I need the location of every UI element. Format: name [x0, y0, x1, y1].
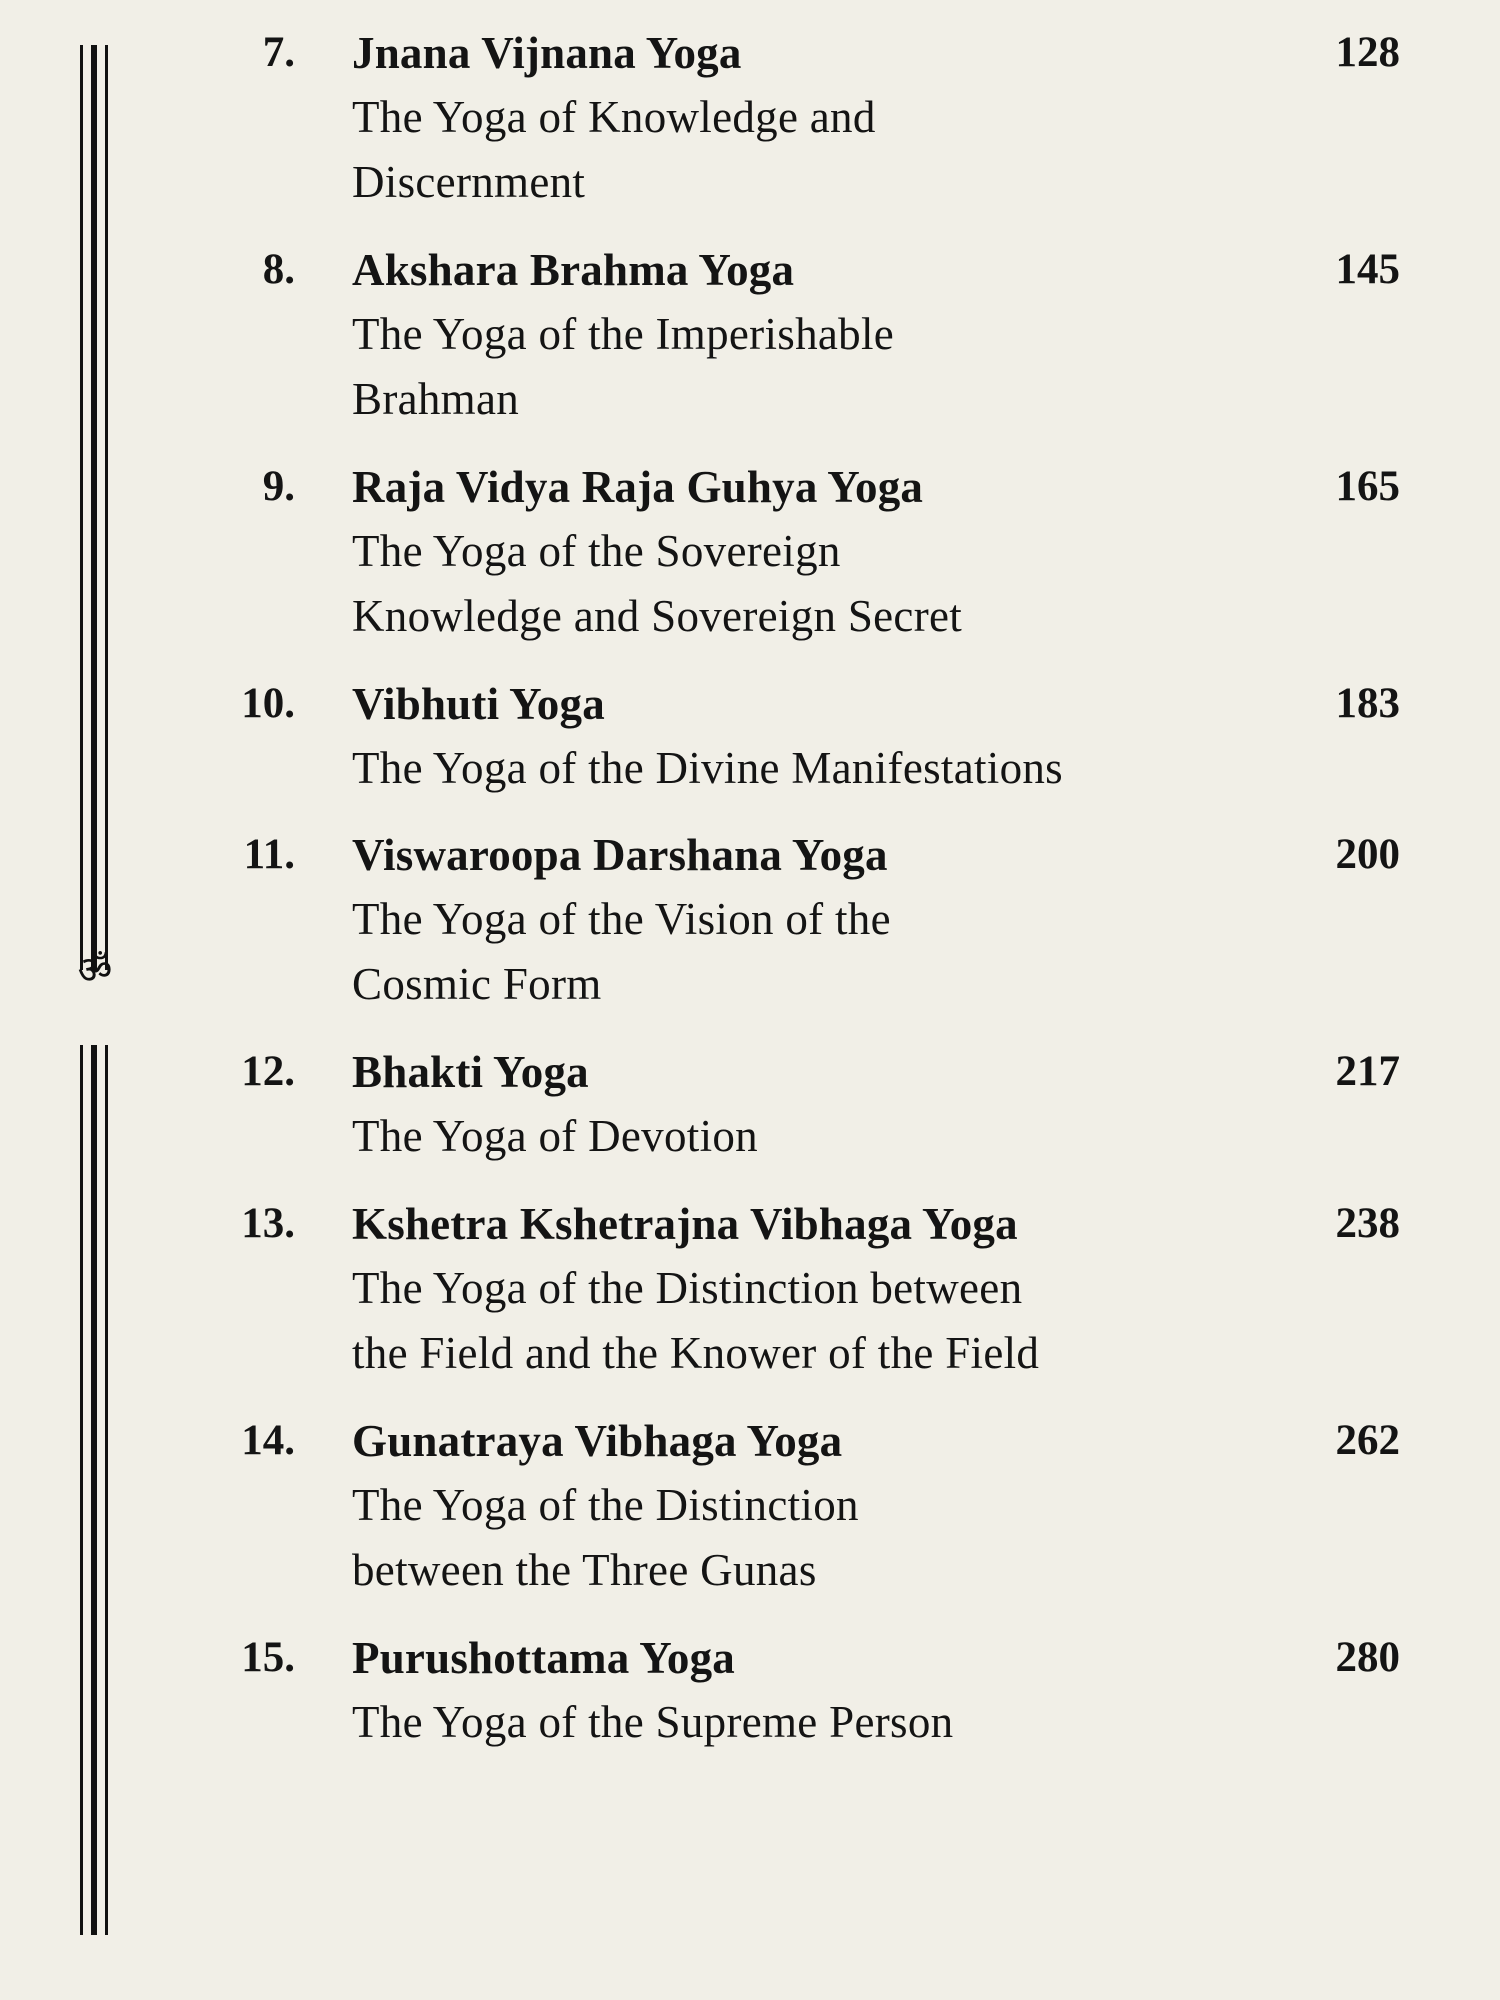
- chapter-description: [352, 887, 1362, 1017]
- page-number: 217: [1335, 1048, 1400, 1095]
- page-number: 200: [1335, 831, 1400, 878]
- description-line: between the Three Gunas: [352, 1545, 817, 1595]
- rule-top-segment: [75, 45, 115, 970]
- chapter-description: [352, 519, 1362, 649]
- page-number: 280: [1335, 1634, 1400, 1681]
- chapter-title: Bhakti Yoga: [352, 1047, 589, 1097]
- page-number: 262: [1335, 1417, 1400, 1464]
- description-line: The Yoga of the Supreme Person: [352, 1697, 954, 1747]
- chapter-title: Kshetra Kshetrajna Vibhaga Yoga: [352, 1199, 1018, 1249]
- description-line: Cosmic Form: [352, 959, 602, 1009]
- description-line: Knowledge and Sovereign Secret: [352, 591, 963, 641]
- chapter-number: 15.: [241, 1634, 295, 1681]
- description-line: The Yoga of the Vision of the: [352, 894, 891, 944]
- chapter-number: 7.: [262, 29, 295, 76]
- chapter-title: Vibhuti Yoga: [352, 679, 605, 729]
- chapter-description: [352, 1256, 1362, 1386]
- om-icon: ॐ: [77, 948, 113, 992]
- chapter-number: 14.: [241, 1417, 295, 1464]
- page-number: 238: [1335, 1200, 1400, 1247]
- chapter-number: 12.: [241, 1048, 295, 1095]
- chapter-description: [352, 85, 1362, 215]
- chapter-title: Raja Vidya Raja Guhya Yoga: [352, 462, 924, 512]
- chapter-number: 8.: [262, 246, 295, 293]
- chapter-title: Viswaroopa Darshana Yoga: [352, 830, 888, 880]
- rule-bottom-segment: [75, 1045, 115, 1935]
- chapter-number: 11.: [243, 831, 295, 878]
- description-line: The Yoga of the Sovereign: [352, 526, 841, 576]
- chapter-description: [352, 1104, 1362, 1169]
- description-line: The Yoga of the Divine Manifestations: [352, 743, 1063, 793]
- chapter-description: [352, 1690, 1362, 1755]
- chapter-number: 10.: [241, 680, 295, 727]
- chapter-description: [352, 736, 1362, 801]
- description-line: The Yoga of Knowledge and: [352, 92, 876, 142]
- chapter-description: [352, 1473, 1362, 1603]
- chapter-title: Akshara Brahma Yoga: [352, 245, 795, 295]
- page-number: 128: [1335, 29, 1400, 76]
- page-number: 165: [1335, 463, 1400, 510]
- description-line: The Yoga of the Imperishable: [352, 309, 895, 359]
- description-line: Brahman: [352, 374, 520, 424]
- description-line: the Field and the Knower of the Field: [352, 1328, 1040, 1378]
- page-number: 183: [1335, 680, 1400, 727]
- chapter-number: 13.: [241, 1200, 295, 1247]
- description-line: The Yoga of the Distinction between: [352, 1263, 1023, 1313]
- chapter-description: [352, 302, 1362, 432]
- chapter-title: Jnana Vijnana Yoga: [352, 28, 742, 78]
- chapter-number: 9.: [262, 463, 295, 510]
- description-line: The Yoga of Devotion: [352, 1111, 758, 1161]
- chapter-title: Purushottama Yoga: [352, 1633, 735, 1683]
- description-line: Discernment: [352, 157, 586, 207]
- description-line: The Yoga of the Distinction: [352, 1480, 859, 1530]
- page-number: 145: [1335, 246, 1400, 293]
- chapter-title: Gunatraya Vibhaga Yoga: [352, 1416, 843, 1466]
